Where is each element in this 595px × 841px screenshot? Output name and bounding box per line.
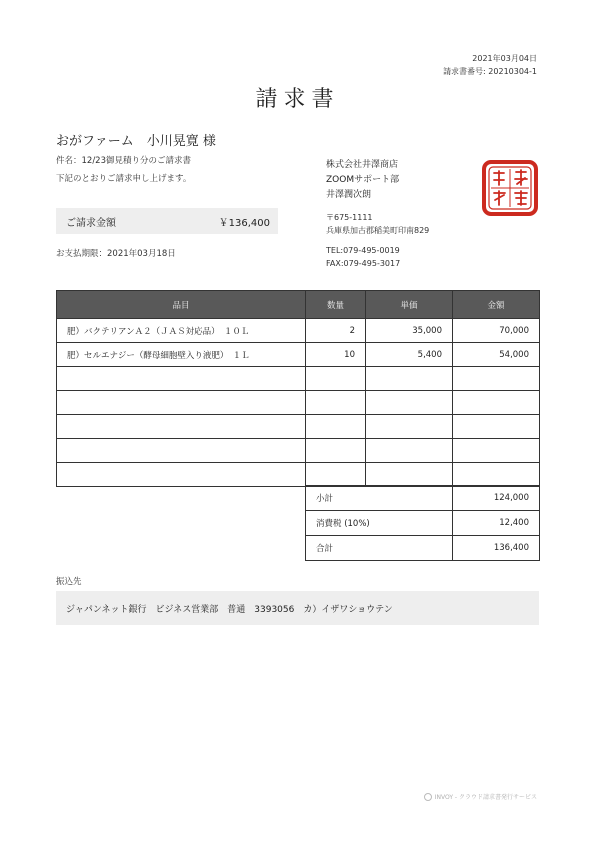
- table-header-row: [57, 291, 540, 319]
- column-header-quantity: 数量: [306, 291, 366, 319]
- item-name: 肥）バクテリアンＡ２（ＪＡＳ対応品） １０Ｌ: [57, 319, 306, 343]
- item-amount: 54,000: [453, 343, 540, 367]
- bank-details-box: [56, 591, 539, 625]
- empty-table-row: [57, 439, 540, 463]
- recipient-name: おがファーム 小川晃寛 様: [56, 134, 216, 149]
- item-name: 肥）セルエナジー（酵母細胞壁入り液肥） １Ｌ: [57, 343, 306, 367]
- total-amount-label: ご請求金額: [66, 217, 116, 229]
- invoice-number: 請求書番号: 20210304-1: [443, 67, 537, 76]
- item-quantity: 10: [306, 343, 366, 367]
- issuer-tel: TEL:079-495-0019: [326, 246, 400, 255]
- column-header-amount: 金額: [453, 291, 540, 319]
- issuer-person: 井澤潤次朗: [326, 190, 372, 200]
- column-header-unit-price: 単価: [366, 291, 453, 319]
- issuer-company: 株式会社井澤商店: [326, 160, 399, 170]
- total-amount-value: ￥136,400: [218, 217, 270, 229]
- document-title: 請求書: [255, 87, 340, 112]
- issuer-department: ZOOMサポート部: [326, 175, 400, 185]
- empty-table-row: [57, 463, 540, 487]
- footer-brand-text: INVOY - クラウド請求書発行サービス: [434, 794, 537, 801]
- item-amount: 70,000: [453, 319, 540, 343]
- footer-brand: [424, 792, 537, 801]
- company-seal: [482, 160, 538, 216]
- subtotal-label: 小計: [306, 486, 453, 511]
- total-row: [306, 536, 540, 561]
- table-row: [57, 343, 540, 367]
- total-label: 合計: [306, 536, 453, 561]
- line-items-table: [56, 290, 540, 487]
- invoice-message: 下記のとおりご請求申し上げます。: [56, 174, 192, 184]
- issue-date: 2021年03月04日: [472, 54, 537, 63]
- summary-table: [305, 485, 540, 561]
- invoice-subject: 件名：12/23御見積り分のご請求書: [56, 156, 191, 166]
- item-unit-price: 5,400: [366, 343, 453, 367]
- payment-deadline: お支払期限：2021年03月18日: [56, 249, 176, 259]
- tax-label: 消費税 (10%): [306, 511, 453, 536]
- empty-table-row: [57, 367, 540, 391]
- subtotal-value: 124,000: [453, 486, 540, 511]
- issuer-address: 兵庫県加古郡稲美町印南829: [326, 226, 430, 235]
- total-amount-box: [56, 208, 278, 234]
- total-value: 136,400: [453, 536, 540, 561]
- table-row: [57, 319, 540, 343]
- invoy-logo-icon: [424, 793, 432, 801]
- item-unit-price: 35,000: [366, 319, 453, 343]
- bank-section-label: 振込先: [56, 577, 82, 587]
- empty-table-row: [57, 415, 540, 439]
- column-header-item: 品目: [57, 291, 306, 319]
- item-quantity: 2: [306, 319, 366, 343]
- subtotal-row: [306, 486, 540, 511]
- empty-table-row: [57, 391, 540, 415]
- tax-value: 12,400: [453, 511, 540, 536]
- bank-details: ジャパンネット銀行 ビジネス営業部 普通 3393056 カ）イザワショウテン: [66, 604, 393, 615]
- issuer-postal: 〒675-1111: [326, 213, 373, 222]
- tax-row: [306, 511, 540, 536]
- issuer-fax: FAX:079-495-3017: [326, 259, 401, 268]
